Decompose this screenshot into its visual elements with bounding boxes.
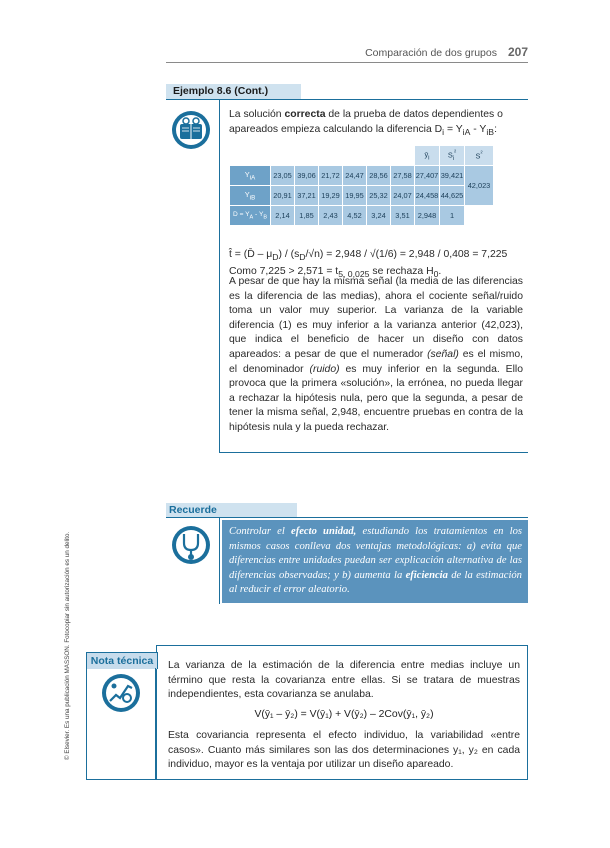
recuerde-text: Controlar el efecto unidad, estudiando los tratamientos en los mismos casos conlleva dos ventajas metodológicas: a) evita que diferencias entre unidades puedan ser explicación alternativa de las diferencias observadas; y b) aumenta la eficiencia de la estimación al reducir el error aleatorio.	[229, 526, 522, 596]
recuerde-tab: Recuerde	[166, 503, 297, 517]
page-number: 207	[508, 45, 529, 59]
stethoscope-icon	[171, 525, 211, 565]
example-left-rule	[219, 100, 220, 453]
covariance-formula: V(ȳ₁ – ȳ₂) = V(ȳ₁) + V(ȳ₂) – 2Cov(ȳ₁, ȳ₂)	[254, 709, 434, 720]
book-reader-icon	[171, 110, 211, 150]
recuerde-divider	[166, 517, 528, 518]
copyright-note: © Elsevier. Es una publicación MASSON. Fotocopiar sin autorización es un delito.	[64, 531, 71, 760]
example-divider	[166, 99, 528, 100]
example-tab: Ejemplo 8.6 (Cont.)	[166, 84, 301, 99]
data-table	[229, 145, 494, 226]
chart-gear-icon	[101, 673, 141, 713]
table-row: $D = Y_A - Y_B$ 2,14 1,85 2,43 4,52 3,24 3,51 2,948 1	[230, 206, 494, 226]
nota-text-explanation: Esta covariancia representa el efecto individuo, la variabilidad «entre casos». Cuanto más similares son las dos determinaciones y₁, y₂ en cada individuo, mayor es la ventaja por utilizar un diseño apareado.	[168, 730, 520, 771]
header-mean: $ȳ_i$	[415, 146, 440, 166]
table-row: $Y_{iB}$ 20,91 37,21 19,29 19,95 25,32 24,07 24,458 44,625	[230, 186, 494, 206]
recuerde-left-rule	[219, 518, 220, 604]
header-var-i: $S_i^{^2}$	[440, 146, 465, 166]
table-row: $Y_{iA}$ 23,05 39,06 21,72 24,47 28,56 27,58 27,407 39,421 42,023	[230, 166, 494, 186]
example-paragraph: A pesar de que hay la misma señal (la media de las diferencias es la diferencia de las medias), ahora el cociente señal/ruido toma un valor muy superior. La varianza de la variable diferencia (1) es muy inferior a la varianza anterior (42,023), que indica el beneficio de hacer un diseño con datos apareados: a pesar de que el numerador (señal) es el mismo, el denominador (ruido) es muy inferior en la segunda. Ello provoca que la primera «solución», la errónea, no pueda llegar a rechazar la hipótesis nula, pero que la segunda, a pesar de tener la misma señal, 2,948, encuentre pruebas en contra de la hipótesis nula y la pueda rechazar.	[229, 276, 524, 433]
t-statistic-formula: t̂ = (D̄ – $\mu_D) / (s_D/√n) = 2,948 / √(1/6) = 2,948 / 0,408 = 7,225$ Como $7,225 > 2,571 = t_{5, 0,025}$ se rechaza $H_0$.	[229, 249, 508, 279]
nota-tab: Nota técnica	[86, 652, 158, 669]
example-intro: La solución correcta de la prueba de datos dependientes o apareados empieza calculando la diferencia $D_i = Y_{iA} - Y_{iB}$:	[229, 109, 503, 137]
pooled-variance: 42,023	[465, 166, 494, 206]
nota-text-intro: La varianza de la estimación de la diferencia entre medias incluye un término que resta la covarianza entre ellas. Si se tratara de muestras independientes, esta covarianza se anulaba.	[168, 660, 520, 701]
header-var-pooled: $S^{^2}$	[465, 146, 494, 166]
running-title: Comparación de dos grupos	[365, 47, 497, 59]
example-bottom-rule	[219, 452, 528, 453]
header-divider	[166, 62, 528, 63]
